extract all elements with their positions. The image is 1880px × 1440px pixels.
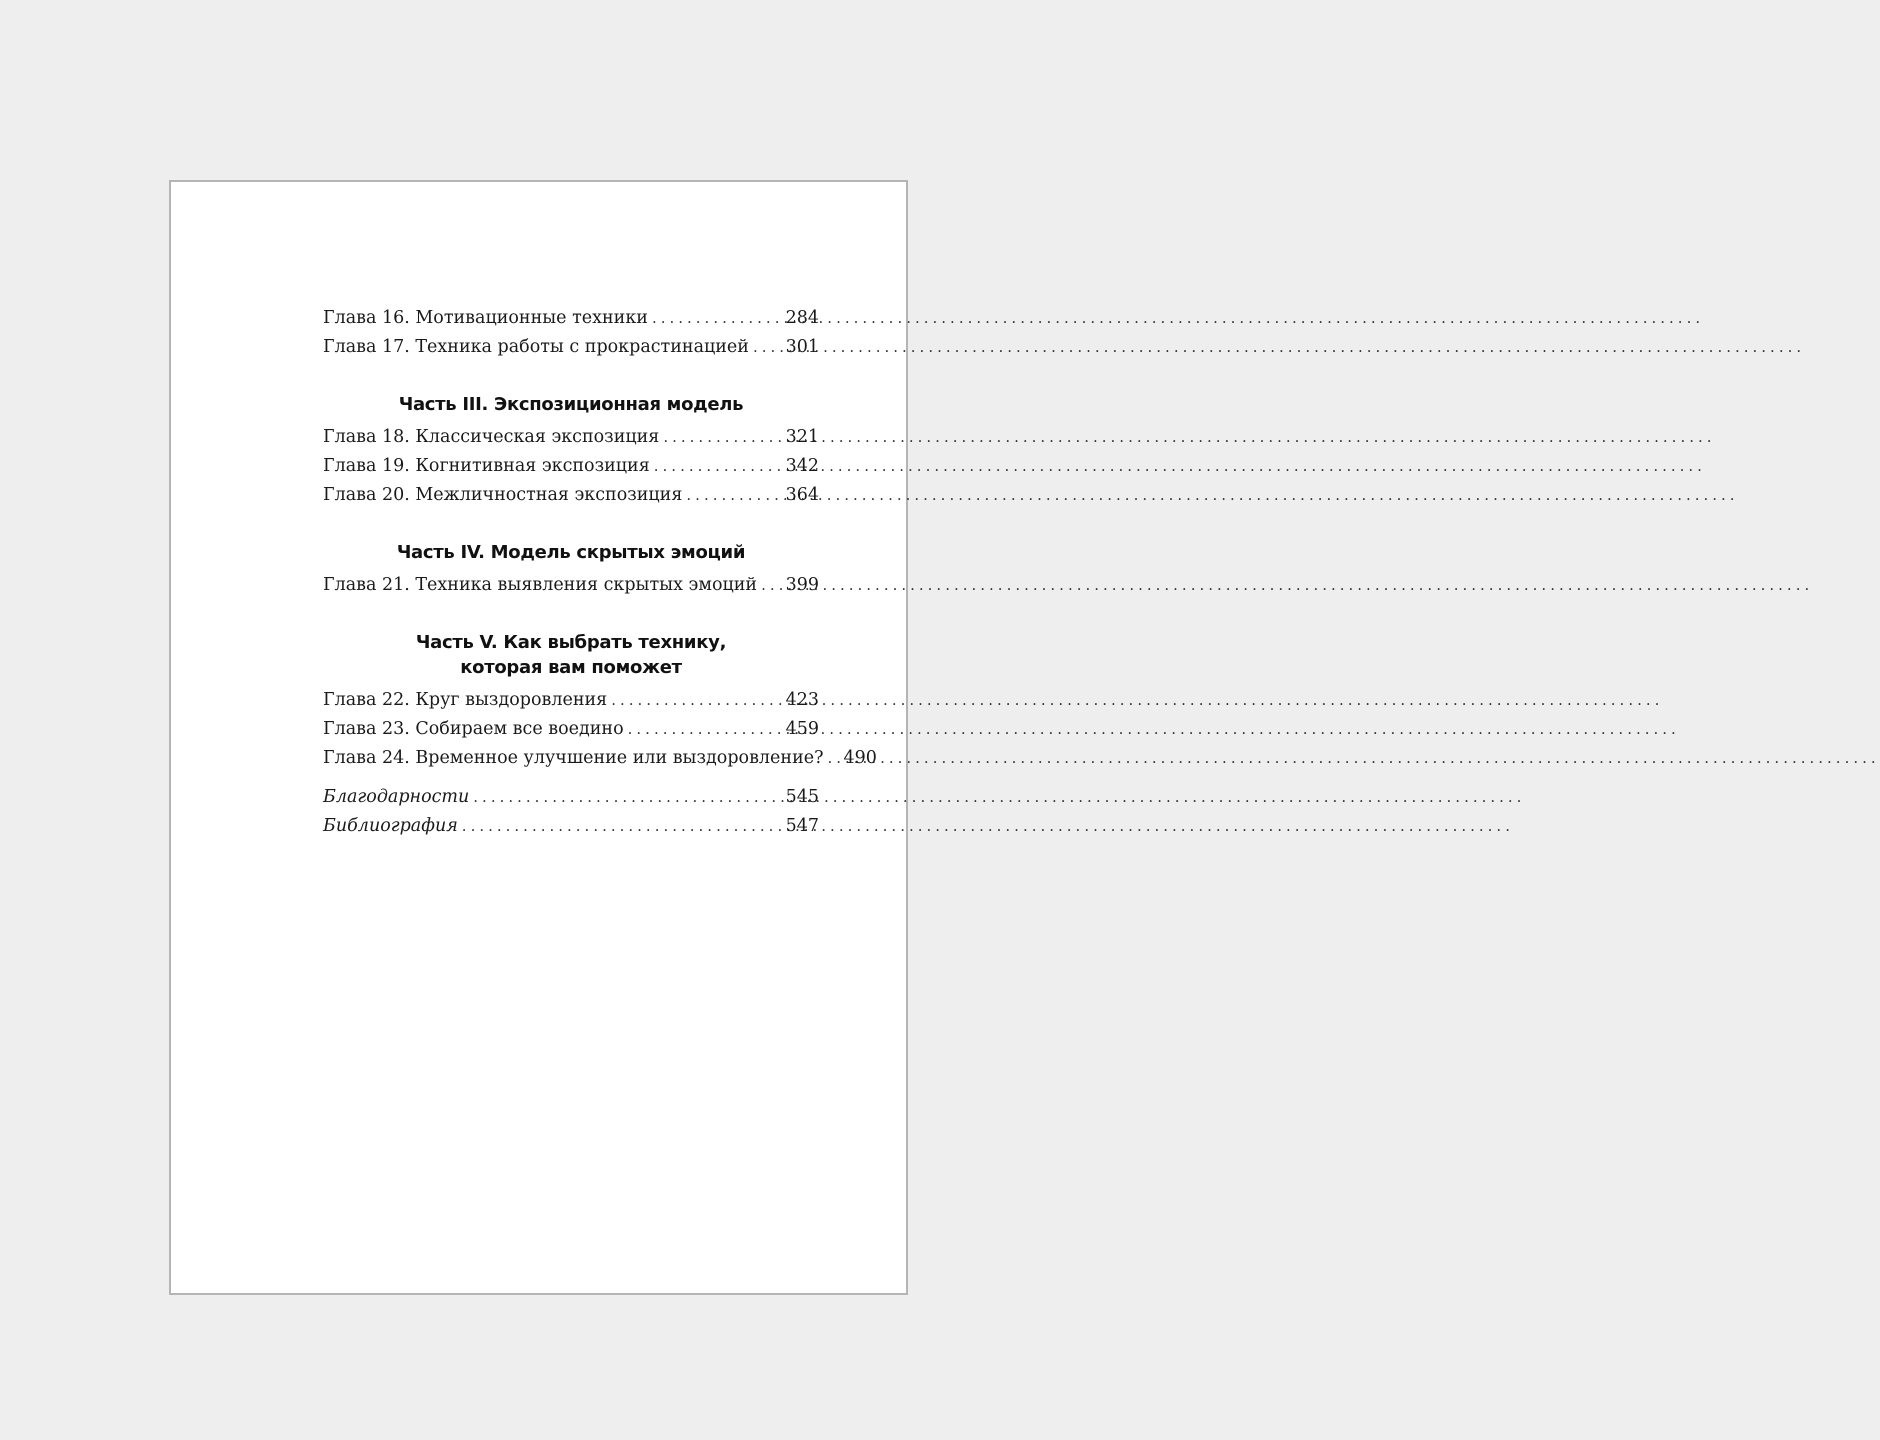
- dot-leader: [652, 304, 780, 333]
- part-5-heading-line-2: которая вам поможет: [460, 657, 682, 678]
- dot-leader: [628, 715, 780, 744]
- toc-entry-chapter-24: [323, 744, 877, 773]
- part-5-heading-line-1: Часть V. Как выбрать технику,: [415, 632, 727, 653]
- dot-leader: [462, 812, 780, 841]
- toc-entry-page: 547: [785, 816, 819, 836]
- toc-entry-page: 321: [785, 427, 819, 447]
- toc-entry-label: Глава 18. Классическая экспозиция: [323, 427, 660, 447]
- toc-entry-chapter-21: [323, 571, 819, 600]
- toc-entry-acknowledgements: [323, 783, 819, 812]
- toc-entry-label: Глава 23. Собираем все воедино: [323, 719, 624, 739]
- toc-entry-chapter-22: [323, 686, 819, 715]
- dot-leader: [654, 452, 780, 481]
- toc-entry-chapter-20: [323, 481, 819, 510]
- toc-entry-chapter-23: [323, 715, 819, 744]
- dot-leader: [827, 744, 837, 773]
- toc-entry-page: 399: [785, 575, 819, 595]
- toc-entry-label: Глава 16. Мотивационные техники: [323, 308, 648, 328]
- part-3-heading: Часть III. Экспозиционная модель: [398, 394, 744, 415]
- toc-entry-label: Глава 20. Межличностная экспозиция: [323, 485, 683, 505]
- toc-entry-page: 545: [785, 787, 819, 807]
- toc-entry-page: 490: [843, 748, 877, 768]
- toc-entry-page: 459: [785, 719, 819, 739]
- dot-leader: [686, 481, 779, 510]
- dot-leader: [753, 333, 780, 362]
- toc-entry-label: Благодарности: [323, 787, 470, 807]
- toc-entry-bibliography: [323, 812, 819, 841]
- toc-entry-page: 364: [785, 485, 819, 505]
- part-5-heading: [323, 630, 819, 680]
- toc-entry-label: Глава 21. Техника выявления скрытых эмоций: [323, 575, 758, 595]
- toc-entry-label: Глава 17. Техника работы с прокрастинацией: [323, 337, 749, 357]
- dot-leader: [473, 783, 779, 812]
- toc-entry-chapter-16: [323, 304, 819, 333]
- toc-entry-label: Глава 24. Временное улучшение или выздоровление?: [323, 748, 824, 768]
- toc-entry-label: Библиография: [323, 816, 458, 836]
- table-of-contents: [323, 304, 877, 841]
- toc-entry-label: Глава 19. Когнитивная экспозиция: [323, 456, 650, 476]
- dot-leader: [761, 571, 780, 600]
- toc-entry-label: Глава 22. Круг выздоровления: [323, 690, 608, 710]
- part-4-heading: Часть IV. Модель скрытых эмоций: [396, 542, 746, 563]
- toc-entry-chapter-18: [323, 423, 819, 452]
- book-page: [169, 180, 908, 1295]
- toc-entry-page: 301: [785, 337, 819, 357]
- dot-leader: [611, 686, 779, 715]
- toc-entry-page: 423: [785, 690, 819, 710]
- toc-entry-page: 342: [785, 456, 819, 476]
- dot-leader: [663, 423, 779, 452]
- toc-entry-chapter-19: [323, 452, 819, 481]
- toc-entry-page: 284: [785, 308, 819, 328]
- toc-entry-chapter-17: [323, 333, 819, 362]
